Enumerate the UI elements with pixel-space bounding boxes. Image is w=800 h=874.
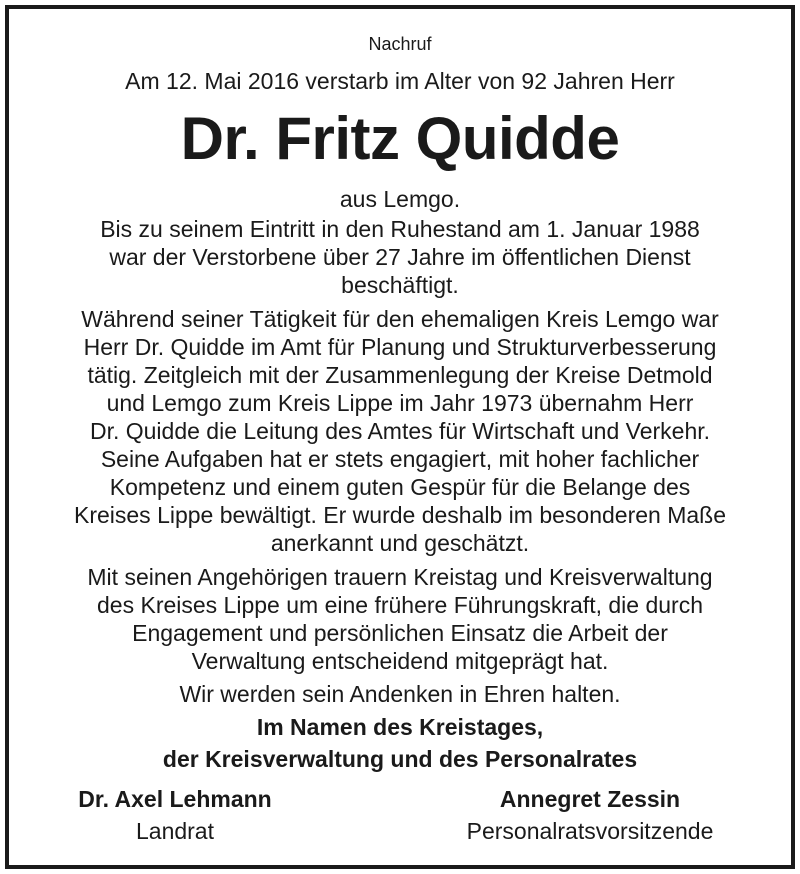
signatory-title: Personalratsvorsitzende bbox=[466, 818, 714, 844]
text-line: des Kreises Lippe um eine frühere Führungskraft, die durch bbox=[97, 592, 703, 618]
text-line: Kompetenz und einem guten Gespür für die Belange des bbox=[109, 474, 691, 500]
text-line: tätig. Zeitgleich mit der Zusammenlegung der Kreise Detmold bbox=[87, 362, 713, 388]
remembrance-line: Wir werden sein Andenken in Ehren halten. bbox=[179, 681, 621, 707]
text-line: war der Verstorbene über 27 Jahre im öffentlichen Dienst bbox=[109, 244, 691, 270]
closing-line-2: der Kreisverwaltung und des Personalrates bbox=[162, 746, 638, 772]
text-line: Seine Aufgaben hat er stets engagiert, mit hoher fachlicher bbox=[100, 446, 700, 472]
text-line: anerkannt und geschätzt. bbox=[270, 530, 530, 556]
text-line: Bis zu seinem Eintritt in den Ruhestand am 1. Januar 1988 bbox=[100, 216, 700, 242]
signatory-title: Landrat bbox=[135, 818, 214, 844]
signatory-name: Annegret Zessin bbox=[499, 786, 681, 812]
text-line: Herr Dr. Quidde im Amt für Planung und Strukturverbesserung bbox=[83, 334, 717, 360]
text-line: Während seiner Tätigkeit für den ehemaligen Kreis Lemgo war bbox=[81, 306, 719, 332]
text-line: Verwaltung entscheidend mitgeprägt hat. bbox=[191, 648, 609, 674]
text-line: Engagement und persönlichen Einsatz die Arbeit der bbox=[132, 620, 668, 646]
closing-line-1: Im Namen des Kreistages, bbox=[256, 714, 544, 740]
notice-label: Nachruf bbox=[368, 34, 432, 54]
text-line: und Lemgo zum Kreis Lippe im Jahr 1973 übernahm Herr bbox=[106, 390, 694, 416]
text-line: Kreises Lippe bewältigt. Er wurde deshalb im besonderen Maße bbox=[73, 502, 727, 528]
text-line: Dr. Quidde die Leitung des Amtes für Wirtschaft und Verkehr. bbox=[89, 418, 711, 444]
deceased-name: Dr. Fritz Quidde bbox=[180, 105, 620, 172]
text-line: Mit seinen Angehörigen trauern Kreistag und Kreisverwaltung bbox=[87, 564, 713, 590]
signatory-name: Dr. Axel Lehmann bbox=[78, 786, 272, 812]
text-line: beschäftigt. bbox=[341, 272, 459, 298]
intro-line: Am 12. Mai 2016 verstarb im Alter von 92 Jahren Herr bbox=[125, 68, 675, 94]
origin-line: aus Lemgo. bbox=[339, 186, 461, 212]
